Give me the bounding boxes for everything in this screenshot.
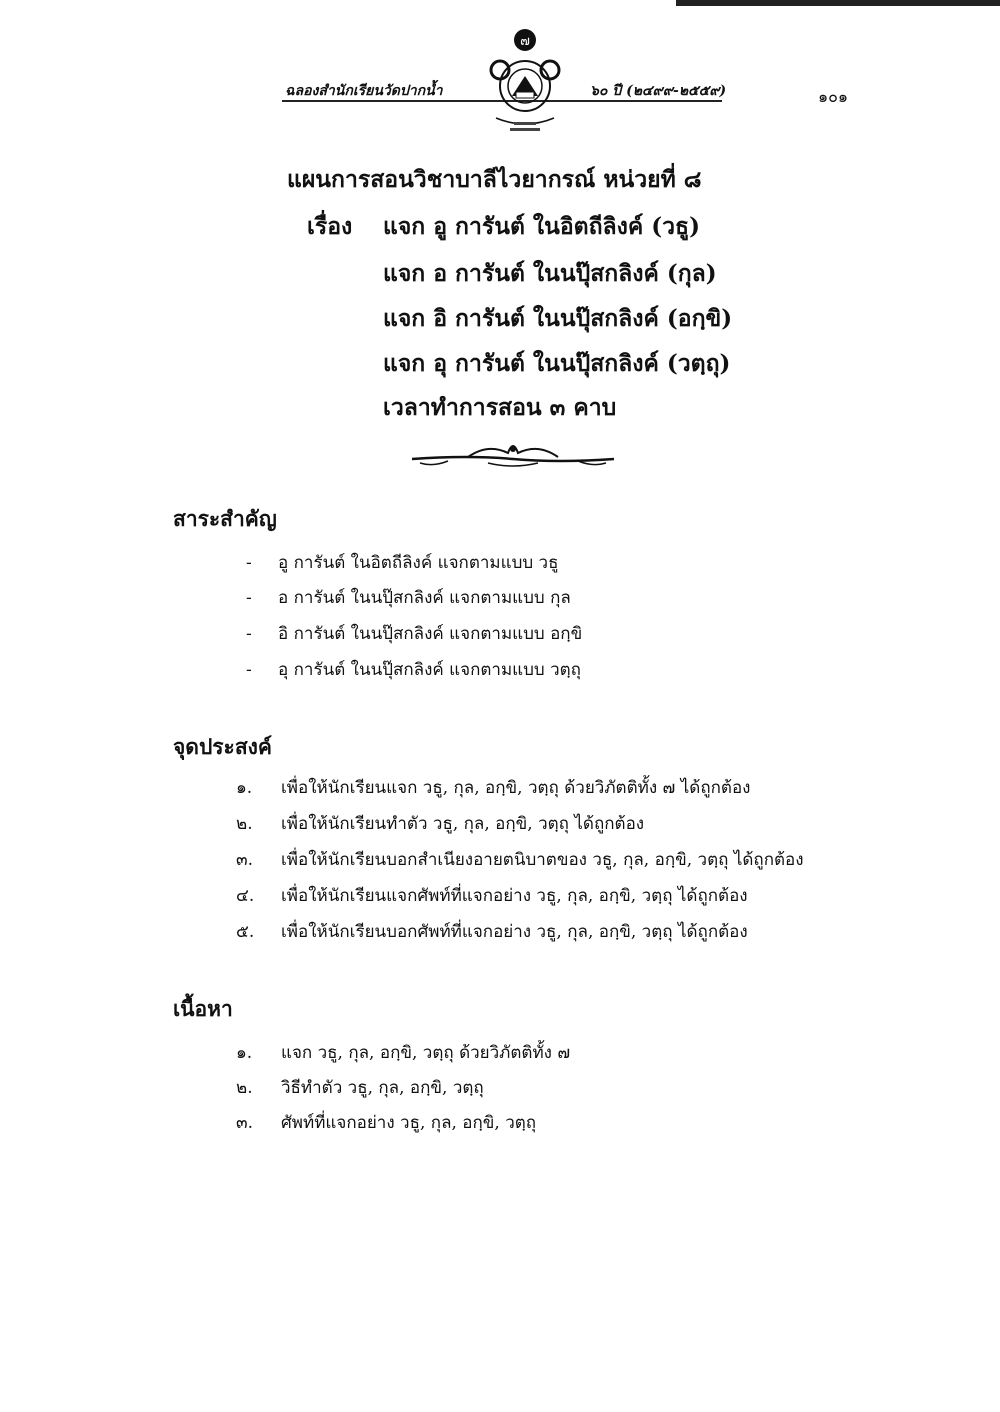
scan-top-edge-line: [676, 0, 1000, 6]
subject-label: เรื่อง: [307, 213, 353, 240]
objectives-heading: จุดประสงค์: [173, 734, 272, 759]
header-anniversary: ๖๐ ปี (๒๔๙๙-๒๕๕๙): [590, 83, 727, 99]
objective-text: เพื่อให้นักเรียนแจก วธู, กุล, อกฺขิ, วตฺถุ ด้วยวิภัตติทั้ง ๗ ได้ถูกต้อง: [281, 778, 751, 798]
content-text: วิธีทำตัว วธู, กุล, อกฺขิ, วตฺถุ: [281, 1078, 484, 1098]
item-number: ๓.: [236, 1113, 254, 1133]
objective-text: เพื่อให้นักเรียนบอกสำเนียงอายตนิบาตของ วธู, กุล, อกฺขิ, วตฺถุ ได้ถูกต้อง: [281, 850, 804, 870]
content-item: [236, 1074, 484, 1101]
content-item: [236, 1039, 570, 1066]
bullet-mark: -: [246, 553, 252, 573]
content-item: [236, 1109, 536, 1136]
essence-item: [246, 656, 581, 683]
objective-item: [236, 882, 748, 909]
topic-line-2: แจก อ การันต์ ในนปุ๊สกลิงค์ (กุล): [383, 260, 717, 287]
bullet-mark: -: [246, 588, 252, 608]
essence-heading: สาระสำคัญ: [173, 506, 277, 531]
item-number: ๒.: [236, 814, 253, 834]
essence-item: [246, 620, 582, 647]
item-number: ๑.: [236, 778, 253, 798]
teaching-time: เวลาทำการสอน ๓ คาบ: [383, 394, 617, 421]
temple-emblem-icon: [470, 26, 580, 136]
item-number: ๓.: [236, 850, 254, 870]
essence-text: อ การันต์ ในนปุ๊สกลิงค์ แจกตามแบบ กุล: [278, 588, 571, 608]
item-number: ๒.: [236, 1078, 253, 1098]
item-number: ๔.: [236, 886, 255, 906]
objective-text: เพื่อให้นักเรียนทำตัว วธู, กุล, อกฺขิ, วตฺถุ ได้ถูกต้อง: [281, 814, 645, 834]
objective-item: [236, 918, 748, 945]
essence-text: อู การันต์ ในอิตถีลิงค์ แจกตามแบบ วธู: [278, 553, 559, 573]
essence-item: [246, 584, 571, 611]
objective-text: เพื่อให้นักเรียนแจกศัพท์ที่แจกอย่าง วธู, กุล, อกฺขิ, วตฺถุ ได้ถูกต้อง: [281, 886, 748, 906]
objective-item: [236, 774, 750, 801]
page-number: ๑๐๑: [818, 87, 849, 106]
item-number: ๑.: [236, 1043, 253, 1063]
objective-text: เพื่อให้นักเรียนบอกศัพท์ที่แจกอย่าง วธู, กุล, อกฺขิ, วตฺถุ ได้ถูกต้อง: [281, 922, 748, 942]
item-number: ๕.: [236, 922, 255, 942]
objective-item: [236, 810, 644, 837]
header-left-text: ฉลองสำนักเรียนวัดปากน้ำ: [285, 83, 443, 99]
emblem-top-glyph: ๗: [520, 34, 530, 49]
content-text: ศัพท์ที่แจกอย่าง วธู, กุล, อกฺขิ, วตฺถุ: [281, 1113, 537, 1133]
objective-item: [236, 846, 804, 873]
essence-text: อิ การันต์ ในนปุ๊สกลิงค์ แจกตามแบบ อกฺขิ: [278, 624, 583, 644]
lesson-plan-title: แผนการสอนวิชาบาลีไวยากรณ์ หน่วยที่ ๘: [287, 166, 702, 193]
topic-line-1: แจก อู การันต์ ในอิตถีลิงค์ (วธู): [383, 213, 700, 240]
topic-line-3: แจก อิ การันต์ ในนปุ๊สกลิงค์ (อกฺขิ): [383, 305, 733, 332]
content-text: แจก วธู, กุล, อกฺขิ, วตฺถุ ด้วยวิภัตติทั้ง ๗: [281, 1043, 571, 1063]
essence-item: [246, 549, 558, 576]
bullet-mark: -: [246, 624, 252, 644]
content-heading: เนื้อหา: [173, 996, 233, 1021]
topic-line-4: แจก อุ การันต์ ในนปุ๊สกลิงค์ (วตฺถุ): [383, 350, 731, 377]
bullet-mark: -: [246, 660, 252, 680]
decorative-divider-icon: [408, 435, 618, 471]
essence-text: อุ การันต์ ในนปุ๊สกลิงค์ แจกตามแบบ วตฺถุ: [278, 660, 581, 680]
